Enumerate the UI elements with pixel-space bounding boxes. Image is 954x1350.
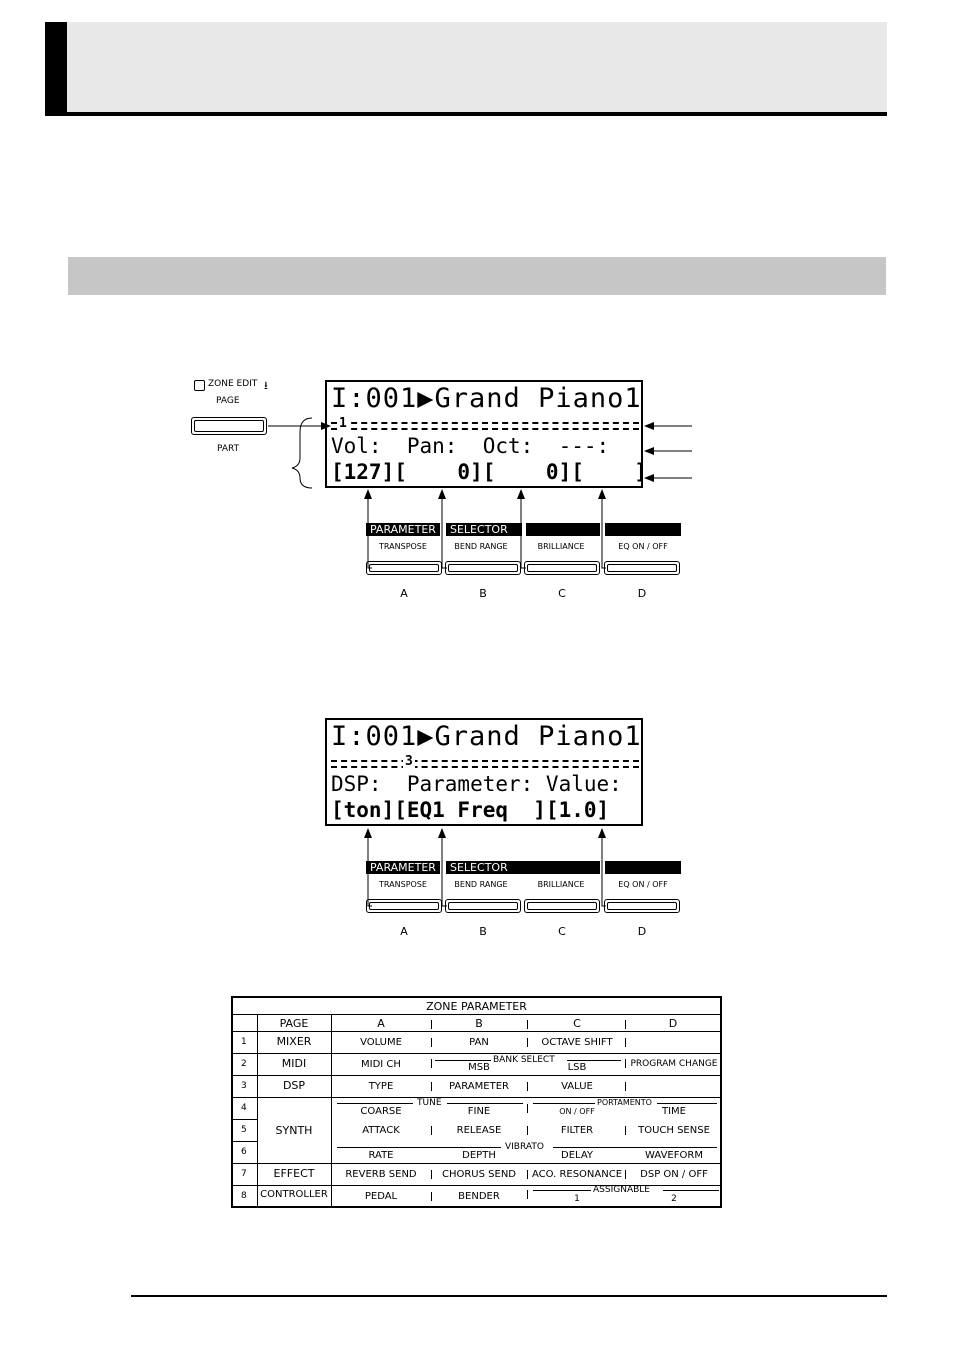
page-effect: EFFECT (273, 1167, 315, 1180)
cell-volume: VOLUME (360, 1037, 402, 1048)
portamento-group: PORTAMENTO (597, 1098, 652, 1107)
rule (233, 1014, 720, 1015)
tick (527, 1020, 528, 1029)
header-d: D (668, 1017, 678, 1030)
tick (527, 1126, 528, 1135)
page-mixer: MIXER (276, 1035, 312, 1048)
group-rule (533, 1190, 591, 1191)
rule (233, 1053, 720, 1054)
transpose-label: TRANSPOSE (379, 880, 427, 889)
title-accent-bar (45, 22, 67, 114)
zone-parameter-table (231, 996, 722, 1208)
cell-aco-resonance: ACO. RESONANCE (531, 1169, 623, 1180)
download-icon: ⭳ (264, 379, 268, 392)
tick (527, 1190, 528, 1199)
rule (233, 1075, 720, 1076)
group-rule (533, 1103, 595, 1104)
lcd-line-3: Vol: Pan: Oct: ---: (331, 434, 610, 458)
group-rule (567, 1060, 621, 1061)
rule (233, 1163, 720, 1164)
section-band (68, 257, 886, 295)
cell-chorus-send: CHORUS SEND (441, 1169, 516, 1180)
bend-range-label: BEND RANGE (454, 880, 508, 889)
cell-pedal: PEDAL (364, 1191, 398, 1202)
zone-edit-indicator (194, 380, 205, 391)
header-d-block (605, 861, 681, 874)
lcd-line-4: [127][ 0][ 0][ ] (331, 460, 648, 484)
cell-dsp-on-off: DSP ON / OFF (640, 1169, 708, 1180)
row-num: 7 (241, 1169, 247, 1179)
row-num: 1 (241, 1037, 247, 1047)
title-rule (45, 112, 887, 116)
lcd-line-3: DSP: Parameter: Value: (331, 772, 622, 796)
cell-attack: ATTACK (362, 1125, 400, 1136)
transpose-label: TRANSPOSE (379, 542, 427, 551)
rule (233, 1031, 720, 1032)
cell-program-change: PROGRAM CHANGE (630, 1059, 718, 1069)
cell-midi-ch: MIDI CH (361, 1059, 401, 1070)
part-label: PART (217, 444, 240, 454)
button-c[interactable] (524, 561, 600, 575)
header-page: PAGE (279, 1017, 309, 1030)
group-rule (657, 1103, 717, 1104)
tick (527, 1104, 528, 1113)
eq-on-off-label: EQ ON / OFF (618, 542, 668, 551)
cell-parameter: PARAMETER (449, 1081, 509, 1092)
tick (527, 1170, 528, 1179)
group-rule (337, 1147, 501, 1148)
parameter-header: PARAMETER (366, 523, 440, 536)
lcd-line-4: [ton][EQ1 Freq ][1.0] (331, 798, 610, 822)
lcd-display-2 (325, 718, 643, 826)
tick (431, 1192, 432, 1201)
cell-rate: RATE (368, 1150, 394, 1161)
page-track (331, 422, 639, 430)
row-num: 4 (241, 1103, 247, 1113)
page-controller: CONTROLLER (260, 1189, 328, 1200)
cell-octave-shift: OCTAVE SHIFT (541, 1037, 613, 1048)
table-title: ZONE PARAMETER (426, 1000, 527, 1013)
letter-d: D (637, 925, 647, 938)
tick (431, 1126, 432, 1135)
assignable-group: ASSIGNABLE (593, 1185, 650, 1195)
page-part-button[interactable] (191, 417, 267, 435)
lcd-display-1 (325, 380, 648, 488)
tick (431, 1038, 432, 1047)
button-b[interactable] (445, 561, 521, 575)
page-indicator: 1 (339, 416, 347, 431)
row-num: 2 (241, 1059, 247, 1069)
bottom-rule (131, 1295, 887, 1297)
title-band (45, 22, 887, 114)
tune-group: TUNE (417, 1098, 442, 1108)
tick (527, 1038, 528, 1047)
header-d-block (605, 523, 681, 536)
cell-type: TYPE (368, 1081, 394, 1092)
page-dsp: DSP (282, 1079, 306, 1092)
selector-header: SELECTOR (446, 523, 522, 536)
cell-msb: MSB (468, 1062, 490, 1073)
lcd-line-1: I:001▶Grand Piano1 (331, 721, 642, 752)
header-b: B (475, 1017, 483, 1030)
button-d[interactable] (604, 561, 680, 575)
bank-select-group: BANK SELECT (493, 1055, 555, 1065)
row-num: 6 (241, 1147, 247, 1157)
letter-b: B (479, 587, 487, 600)
cell-fine: FINE (467, 1106, 491, 1117)
group-rule (435, 1060, 491, 1061)
row-num: 3 (241, 1081, 247, 1091)
tick (431, 1082, 432, 1091)
tick (431, 1020, 432, 1029)
cell-reverb-send: REVERB SEND (345, 1169, 417, 1180)
cell-bender: BENDER (458, 1191, 500, 1202)
tick (431, 1170, 432, 1179)
header-c: C (573, 1017, 581, 1030)
parameter-header: PARAMETER (366, 861, 440, 874)
tick (625, 1170, 626, 1179)
page-label: PAGE (216, 396, 240, 406)
cell-coarse: COARSE (360, 1106, 402, 1117)
group-rule (337, 1103, 413, 1104)
cell-assignable-2: 2 (671, 1194, 677, 1204)
zone-edit-label: ZONE EDIT (208, 379, 258, 389)
header-a: A (377, 1017, 385, 1030)
tick (625, 1059, 626, 1068)
row-num: 5 (241, 1125, 247, 1135)
vibrato-group: VIBRATO (505, 1142, 544, 1152)
brilliance-label: BRILLIANCE (537, 880, 585, 889)
rule (233, 1141, 257, 1142)
cell-touch-sense: TOUCH SENSE (638, 1125, 710, 1136)
letter-a: A (400, 587, 408, 600)
cell-assignable-1: 1 (574, 1194, 580, 1204)
tick (625, 1020, 626, 1029)
row-num: 8 (241, 1191, 247, 1201)
cell-pan: PAN (469, 1037, 489, 1048)
group-rule (447, 1103, 523, 1104)
lcd-line-1: I:001▶Grand Piano1 (331, 383, 642, 414)
tick (625, 1082, 626, 1091)
rule (233, 1119, 257, 1120)
tick (527, 1082, 528, 1091)
rule (331, 1014, 332, 1206)
cell-portamento-on-off: ON / OFF (559, 1107, 595, 1116)
button-d[interactable] (604, 899, 680, 913)
cell-lsb: LSB (567, 1062, 587, 1073)
group-rule (553, 1147, 717, 1148)
tick (625, 1126, 626, 1135)
letter-a: A (400, 925, 408, 938)
tick (625, 1038, 626, 1047)
page-indicator: 3 (405, 754, 413, 769)
cell-delay: DELAY (561, 1150, 593, 1161)
eq-on-off-label: EQ ON / OFF (618, 880, 668, 889)
cell-waveform: WAVEFORM (645, 1150, 703, 1161)
button-a[interactable] (366, 899, 442, 913)
brilliance-label: BRILLIANCE (537, 542, 585, 551)
group-rule (663, 1190, 719, 1191)
button-b[interactable] (445, 899, 521, 913)
page-track (331, 760, 639, 768)
cell-portamento-time: TIME (661, 1106, 686, 1117)
header-c-block (526, 523, 600, 536)
cell-filter: FILTER (560, 1125, 594, 1136)
selector-header: SELECTOR (446, 861, 600, 874)
letter-d: D (637, 587, 647, 600)
letter-c: C (558, 587, 566, 600)
bend-range-label: BEND RANGE (454, 542, 508, 551)
page-synth: SYNTH (275, 1124, 313, 1137)
cell-release: RELEASE (456, 1125, 502, 1136)
page-midi: MIDI (281, 1057, 307, 1070)
button-a[interactable] (366, 561, 442, 575)
letter-c: C (558, 925, 566, 938)
button-c[interactable] (524, 899, 600, 913)
cell-value: VALUE (561, 1081, 593, 1092)
letter-b: B (479, 925, 487, 938)
cell-depth: DEPTH (462, 1150, 496, 1161)
